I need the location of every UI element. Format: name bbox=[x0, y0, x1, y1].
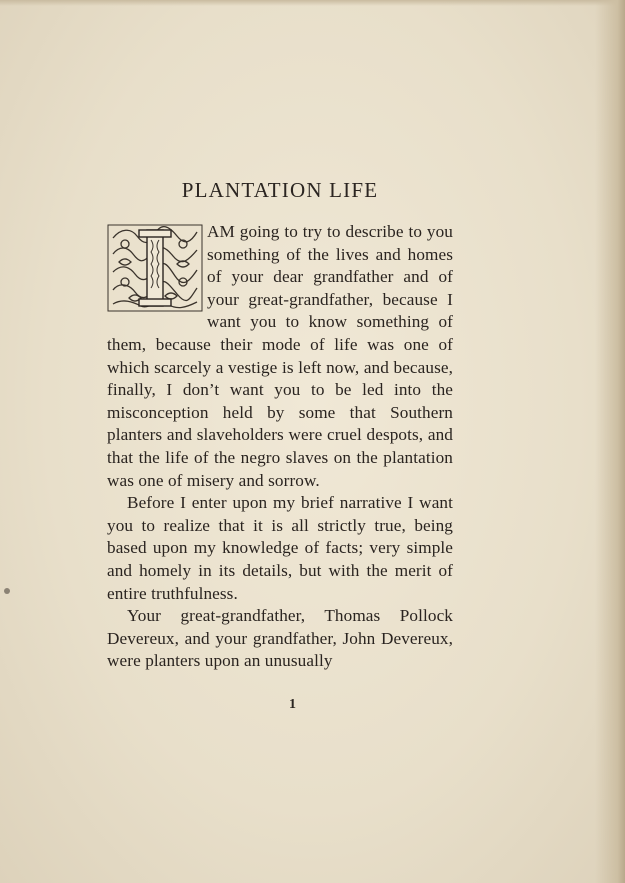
paragraph-1-text: AM going to try to describe to you something of the lives and homes of your dear grandfather and of your great-grandfather, because I want you to know something of them, because their mode of life was one of which scarcely a vestige is left now, and because, finally, I don’t want you to be led into the misconception held by some that Southern planters and slaveholders were cruel despots, and that the life of the negro slaves on the plantation was one of misery and sorrow. bbox=[107, 222, 453, 490]
text-block bbox=[107, 178, 453, 673]
paragraph-1 bbox=[107, 221, 453, 492]
drop-cap-letter bbox=[107, 224, 203, 312]
page-spot bbox=[4, 588, 10, 594]
chapter-title: PLANTATION LIFE bbox=[181, 178, 379, 202]
page-number: 1 bbox=[289, 697, 296, 712]
paragraph-2: Before I enter upon my brief narrative I want you to realize that it is all strictly true, being based upon my knowledge of facts; very simple and homely in its details, but with the merit of entire truthfulness. bbox=[107, 493, 453, 603]
drop-cap bbox=[107, 224, 203, 312]
paragraph-3: Your great-grandfather, Thomas Pollock Devereux, and your grandfather, John Devereux, were planters upon an unusually bbox=[107, 606, 453, 671]
